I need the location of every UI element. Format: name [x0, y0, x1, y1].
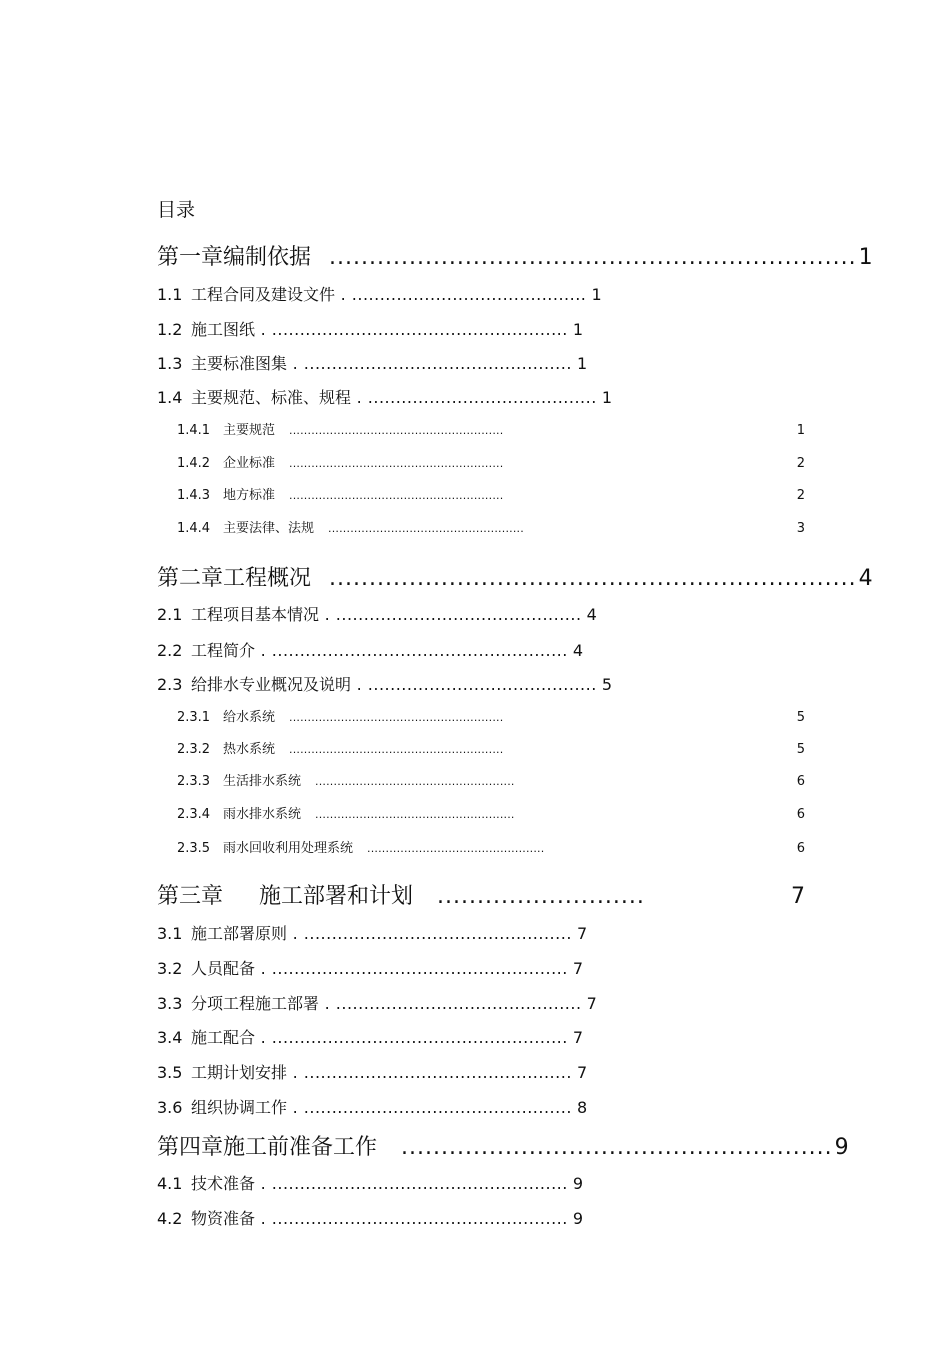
page-number: 1 — [858, 245, 873, 270]
toc-section[interactable] — [157, 1206, 583, 1229]
toc-subsection[interactable] — [177, 837, 805, 856]
section-number: 3.3 — [157, 994, 183, 1013]
leader-dots: .................................................................. — [329, 245, 857, 270]
section-number: 1.3 — [157, 354, 183, 373]
toc-subsection[interactable] — [177, 484, 805, 503]
subsection-number: 1.4.3 — [177, 488, 211, 503]
toc-section[interactable] — [157, 956, 583, 979]
leader-dots: . ................................................ — [287, 1098, 572, 1117]
subsection-number: 1.4.1 — [177, 423, 211, 438]
subsection-name: 主要法律、法规 — [223, 521, 315, 536]
subsection-name: 给水系统 — [223, 710, 276, 725]
toc-subsection[interactable] — [177, 738, 805, 757]
page-number: 4 — [586, 605, 597, 624]
page-number: 9 — [572, 1174, 584, 1193]
toc-section[interactable] — [157, 921, 587, 944]
page-number: 7 — [572, 959, 584, 978]
subsection-number: 2.3.3 — [177, 774, 211, 789]
section-number: 2.1 — [157, 605, 183, 624]
subsection-name: 热水系统 — [223, 742, 276, 757]
page-number: 1 — [577, 354, 588, 373]
leader-dots: . ..................................................... — [255, 1028, 568, 1047]
toc-subsection[interactable] — [177, 517, 805, 536]
toc-section[interactable] — [157, 385, 612, 408]
section-number: 3.1 — [157, 924, 183, 943]
section-name: 组织协调工作 — [191, 1098, 288, 1117]
leader-dots: ..................................................... — [328, 522, 524, 535]
subsection-number: 2.3.1 — [177, 710, 211, 725]
toc-chapter[interactable] — [157, 561, 873, 592]
leader-dots: . ..................................................... — [255, 1209, 568, 1228]
page-number: 7 — [577, 1063, 588, 1082]
chapter-number: 第一章 — [157, 245, 224, 270]
page-number: 6 — [796, 841, 805, 856]
section-name: 施工部署原则 — [191, 924, 288, 943]
section-number: 3.5 — [157, 1063, 183, 1082]
section-number: 1.1 — [157, 285, 183, 304]
leader-dots: ...................................................... — [315, 775, 515, 788]
toc-section[interactable] — [157, 672, 612, 695]
page-number: 7 — [586, 994, 597, 1013]
page-number: 1 — [601, 388, 613, 407]
chapter-name: 施工前准备工作 — [223, 1135, 378, 1160]
leader-dots: . ......................................... — [351, 388, 597, 407]
leader-dots: . ................................................ — [287, 924, 572, 943]
page-number: 4 — [858, 566, 873, 591]
page-number: 9 — [572, 1209, 584, 1228]
subsection-name: 企业标准 — [223, 456, 276, 471]
page-number: 9 — [834, 1135, 849, 1160]
page-number: 5 — [796, 710, 805, 725]
leader-dots: . ......................................... — [351, 675, 597, 694]
leader-dots: . ..................................................... — [255, 1174, 568, 1193]
chapter-number: 第三章 — [157, 884, 224, 909]
page-number: 8 — [577, 1098, 588, 1117]
section-number: 3.2 — [157, 959, 183, 978]
toc-subsection[interactable] — [177, 770, 805, 789]
leader-dots: . ............................................ — [319, 605, 582, 624]
chapter-number: 第二章 — [157, 566, 224, 591]
leader-dots: ................................................ — [367, 842, 545, 855]
section-number: 4.1 — [157, 1174, 183, 1193]
subsection-number: 2.3.4 — [177, 807, 211, 822]
section-name: 施工图纸 — [191, 320, 256, 339]
toc-subsection[interactable] — [177, 706, 805, 725]
toc-section[interactable] — [157, 1060, 587, 1083]
subsection-name: 雨水排水系统 — [223, 807, 302, 822]
section-name: 人员配备 — [191, 959, 256, 978]
chapter-name: 工程概况 — [223, 566, 312, 591]
page-number: 7 — [577, 924, 588, 943]
section-name: 给排水专业概况及说明 — [191, 675, 352, 694]
section-name: 工期计划安排 — [191, 1063, 288, 1082]
section-name: 工程项目基本情况 — [191, 605, 320, 624]
toc-chapter[interactable] — [157, 1130, 849, 1161]
toc-section[interactable] — [157, 1095, 587, 1118]
subsection-number: 2.3.5 — [177, 841, 211, 856]
toc-section[interactable] — [157, 282, 602, 305]
leader-dots: . ............................................ — [319, 994, 582, 1013]
section-name: 分项工程施工部署 — [191, 994, 320, 1013]
leader-dots: .......................................................... — [289, 743, 504, 756]
section-name: 工程简介 — [191, 641, 256, 660]
page-number: 1 — [796, 423, 805, 438]
page-number: 7 — [572, 1028, 584, 1047]
subsection-name: 主要规范 — [223, 423, 276, 438]
toc-title: 目录 — [157, 199, 196, 221]
section-number: 2.3 — [157, 675, 183, 694]
page-number: 2 — [796, 456, 805, 471]
toc-subsection[interactable] — [177, 419, 805, 438]
leader-dots: . ................................................ — [287, 354, 572, 373]
chapter-name: 编制依据 — [223, 245, 312, 270]
leader-dots: .......................... — [437, 884, 645, 909]
section-number: 3.4 — [157, 1028, 183, 1047]
leader-dots: ...................................................... — [315, 808, 515, 821]
leader-dots: . ................................................ — [287, 1063, 572, 1082]
section-name: 主要规范、标准、规程 — [191, 388, 352, 407]
section-name: 工程合同及建设文件 — [191, 285, 336, 304]
section-number: 1.4 — [157, 388, 183, 407]
section-number: 1.2 — [157, 320, 183, 339]
chapter-number: 第四章 — [157, 1135, 224, 1160]
section-number: 2.2 — [157, 641, 183, 660]
section-number: 4.2 — [157, 1209, 183, 1228]
section-name: 施工配合 — [191, 1028, 256, 1047]
leader-dots: ...................................................... — [401, 1135, 833, 1160]
page-number: 6 — [796, 774, 805, 789]
page-number: 2 — [796, 488, 805, 503]
toc-subsection[interactable] — [177, 452, 805, 471]
toc-section[interactable] — [157, 991, 597, 1014]
toc-chapter[interactable] — [157, 879, 805, 910]
leader-dots: .................................................................. — [329, 566, 857, 591]
page-number: 7 — [791, 884, 805, 909]
page-number: 1 — [572, 320, 584, 339]
chapter-name: 施工部署和计划 — [259, 884, 414, 909]
subsection-number: 2.3.2 — [177, 742, 211, 757]
leader-dots: .......................................................... — [289, 424, 504, 437]
leader-dots: .......................................................... — [289, 457, 504, 470]
leader-dots: .......................................................... — [289, 489, 504, 502]
page-number: 4 — [572, 641, 584, 660]
toc-section[interactable] — [157, 602, 597, 625]
leader-dots: . ..................................................... — [255, 320, 568, 339]
page-number: 6 — [796, 807, 805, 822]
toc-section[interactable] — [157, 351, 587, 374]
toc-section[interactable] — [157, 1025, 583, 1048]
subsection-number: 1.4.4 — [177, 521, 211, 536]
subsection-name: 地方标准 — [223, 488, 276, 503]
section-name: 技术准备 — [191, 1174, 256, 1193]
page-number: 3 — [796, 521, 805, 536]
subsection-name: 雨水回收利用处理系统 — [223, 841, 354, 856]
section-name: 主要标准图集 — [191, 354, 288, 373]
page-number: 1 — [591, 285, 602, 304]
toc-chapter[interactable] — [157, 240, 873, 271]
page-number: 5 — [601, 675, 613, 694]
toc-subsection[interactable] — [177, 803, 805, 822]
toc-section[interactable] — [157, 1171, 583, 1194]
leader-dots: . ..................................................... — [255, 959, 568, 978]
page-number: 5 — [796, 742, 805, 757]
leader-dots: . ..................................................... — [255, 641, 568, 660]
section-name: 物资准备 — [191, 1209, 256, 1228]
section-number: 3.6 — [157, 1098, 183, 1117]
toc-section[interactable] — [157, 317, 583, 340]
subsection-name: 生活排水系统 — [223, 774, 302, 789]
subsection-number: 1.4.2 — [177, 456, 211, 471]
leader-dots: .......................................................... — [289, 711, 504, 724]
leader-dots: . .......................................... — [335, 285, 587, 304]
toc-section[interactable] — [157, 638, 583, 661]
